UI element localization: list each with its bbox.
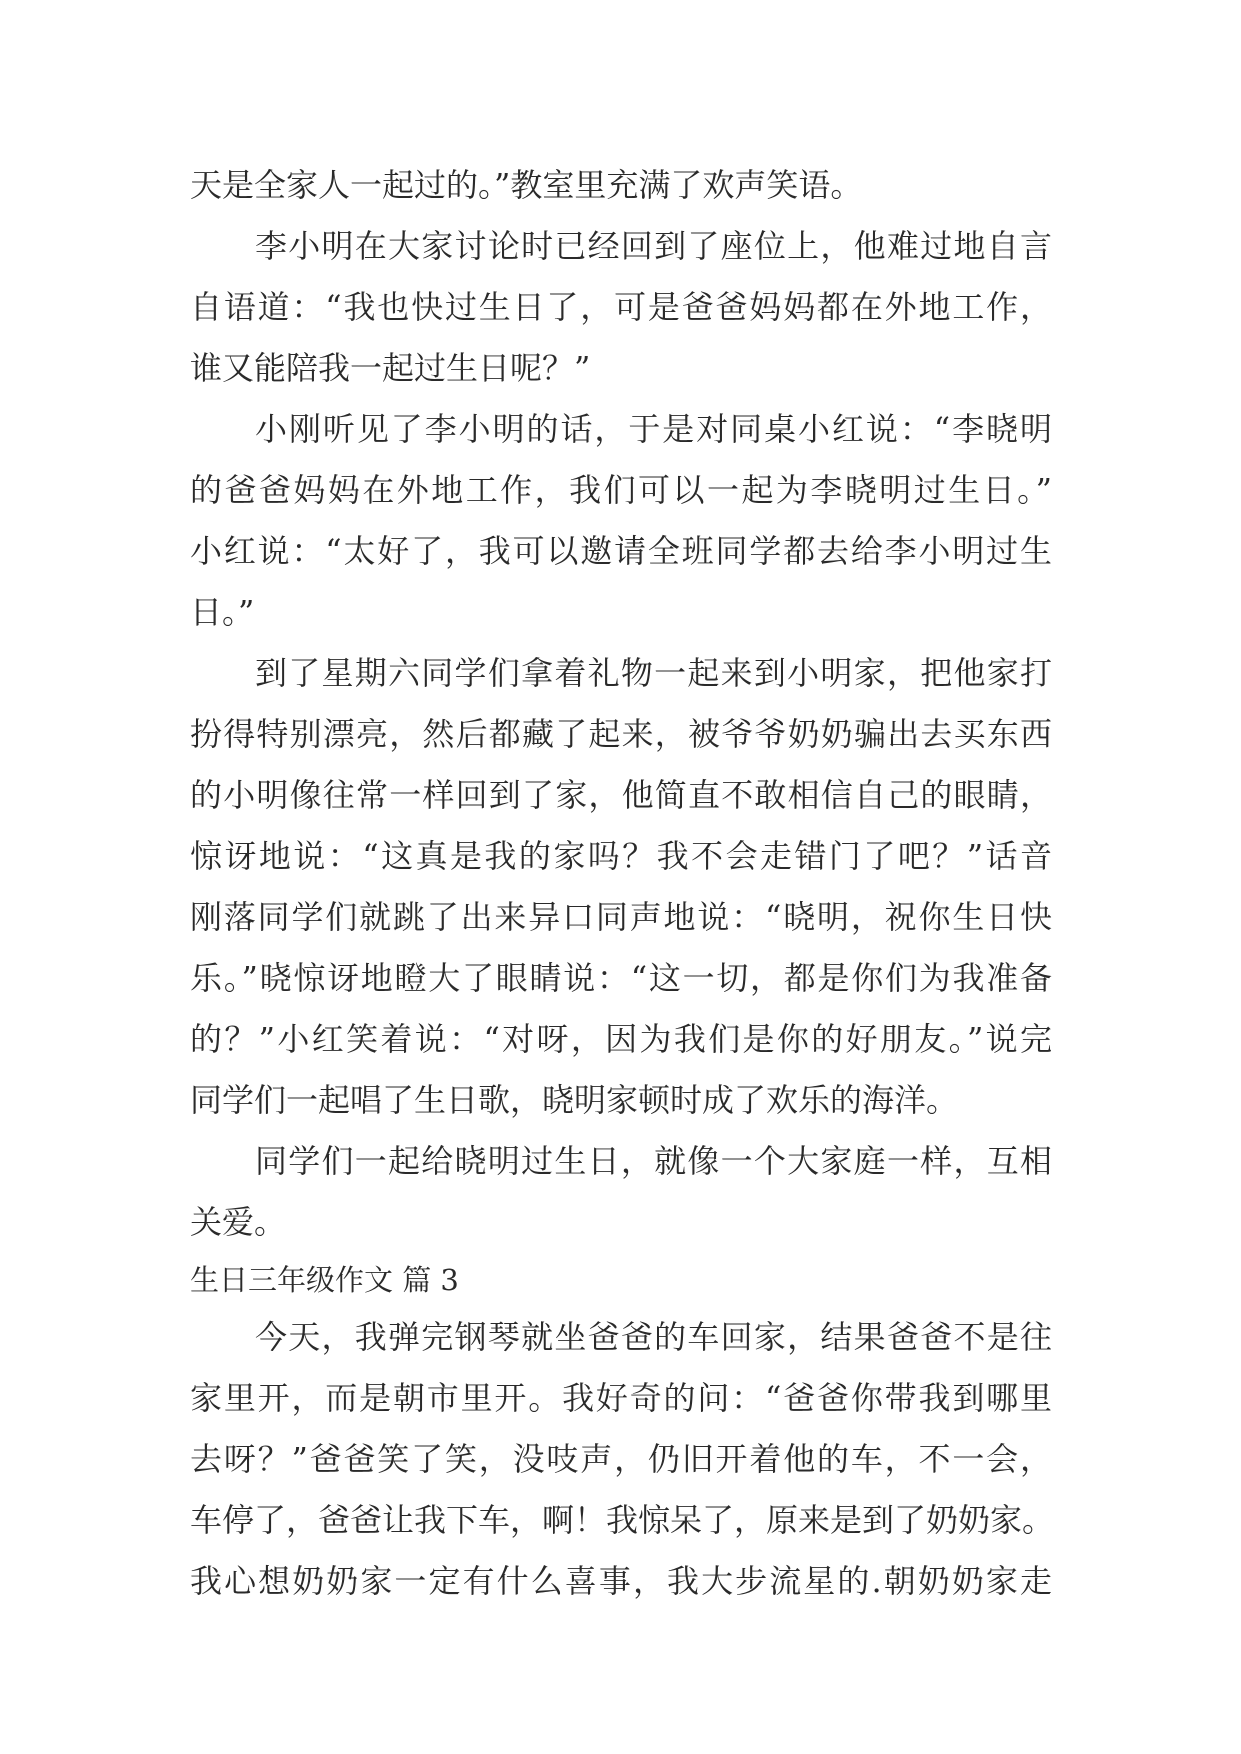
text-line [190,399,1052,460]
text-line [190,1551,1052,1612]
section-heading [190,1253,1052,1307]
text-line [190,1009,1052,1070]
section-heading-text: 生日三年级作文 篇 3 [190,1263,459,1297]
text-line-content: 同学们一起唱了生日歌，晓明家顿时成了欢乐的海洋。 [190,1081,959,1119]
text-line-content: 惊讶地说：“这真是我的家吗？我不会走错门了吧？”话音 [190,837,1052,875]
text-line [190,948,1052,1009]
text-line-content: 小红说：“太好了，我可以邀请全班同学都去给李小明过生 [190,532,1052,570]
text-line [190,155,1052,216]
text-line [190,1131,1052,1192]
text-line [190,765,1052,826]
text-line-content: 的小明像往常一样回到了家，他简直不敢相信自己的眼睛， [190,776,1052,814]
text-line-content: 的？”小红笑着说：“对呀，因为我们是你的好朋友。”说完 [190,1020,1052,1058]
text-line [190,460,1052,521]
text-line-content: 的爸爸妈妈在外地工作，我们可以一起为李晓明过生日。” [190,471,1052,509]
text-line [190,826,1052,887]
text-line [190,1307,1052,1368]
text-line [190,582,1052,643]
text-line [190,887,1052,948]
text-line [190,1070,1052,1131]
text-line [190,704,1052,765]
text-line [190,1429,1052,1490]
text-line [190,1192,1052,1253]
text-line [190,216,1052,277]
text-line [190,277,1052,338]
text-line-content: 去呀？”爸爸笑了笑，没吱声，仍旧开着他的车，不一会， [190,1440,1052,1478]
text-line-content: 同学们一起给晓明过生日，就像一个大家庭一样，互相 [255,1142,1052,1180]
text-line [190,1368,1052,1429]
text-line-content: 到了星期六同学们拿着礼物一起来到小明家，把他家打 [255,654,1052,692]
text-line-content: 关爱。 [190,1203,287,1241]
text-line [190,643,1052,704]
text-line-content: 我心想奶奶家一定有什么喜事，我大步流星的.朝奶奶家走 [190,1562,1052,1600]
text-line-content: 乐。”晓惊讶地瞪大了眼睛说：“这一切，都是你们为我准备 [190,959,1052,997]
text-line [190,521,1052,582]
text-line-content: 车停了，爸爸让我下车，啊！我惊呆了，原来是到了奶奶家。 [190,1501,1055,1539]
text-line [190,338,1052,399]
text-line-content: 家里开，而是朝市里开。我好奇的问：“爸爸你带我到哪里 [190,1379,1052,1417]
text-line-content: 刚落同学们就跳了出来异口同声地说：“晓明，祝你生日快 [190,898,1052,936]
text-line [190,1490,1055,1551]
text-line-content: 李小明在大家讨论时已经回到了座位上，他难过地自言 [255,227,1052,265]
text-line-content: 天是全家人一起过的。”教室里充满了欢声笑语。 [190,166,863,204]
text-line-content: 自语道：“我也快过生日了，可是爸爸妈妈都在外地工作， [190,288,1052,326]
essay-text [190,155,1055,1612]
text-line-content: 谁又能陪我一起过生日呢？” [190,349,591,387]
text-line-content: 今天，我弹完钢琴就坐爸爸的车回家，结果爸爸不是往 [255,1318,1052,1356]
text-line-content: 日。” [190,593,255,631]
text-line-content: 扮得特别漂亮，然后都藏了起来，被爷爷奶奶骗出去买东西 [190,715,1052,753]
text-line-content: 小刚听见了李小明的话，于是对同桌小红说：“李晓明 [255,410,1052,448]
